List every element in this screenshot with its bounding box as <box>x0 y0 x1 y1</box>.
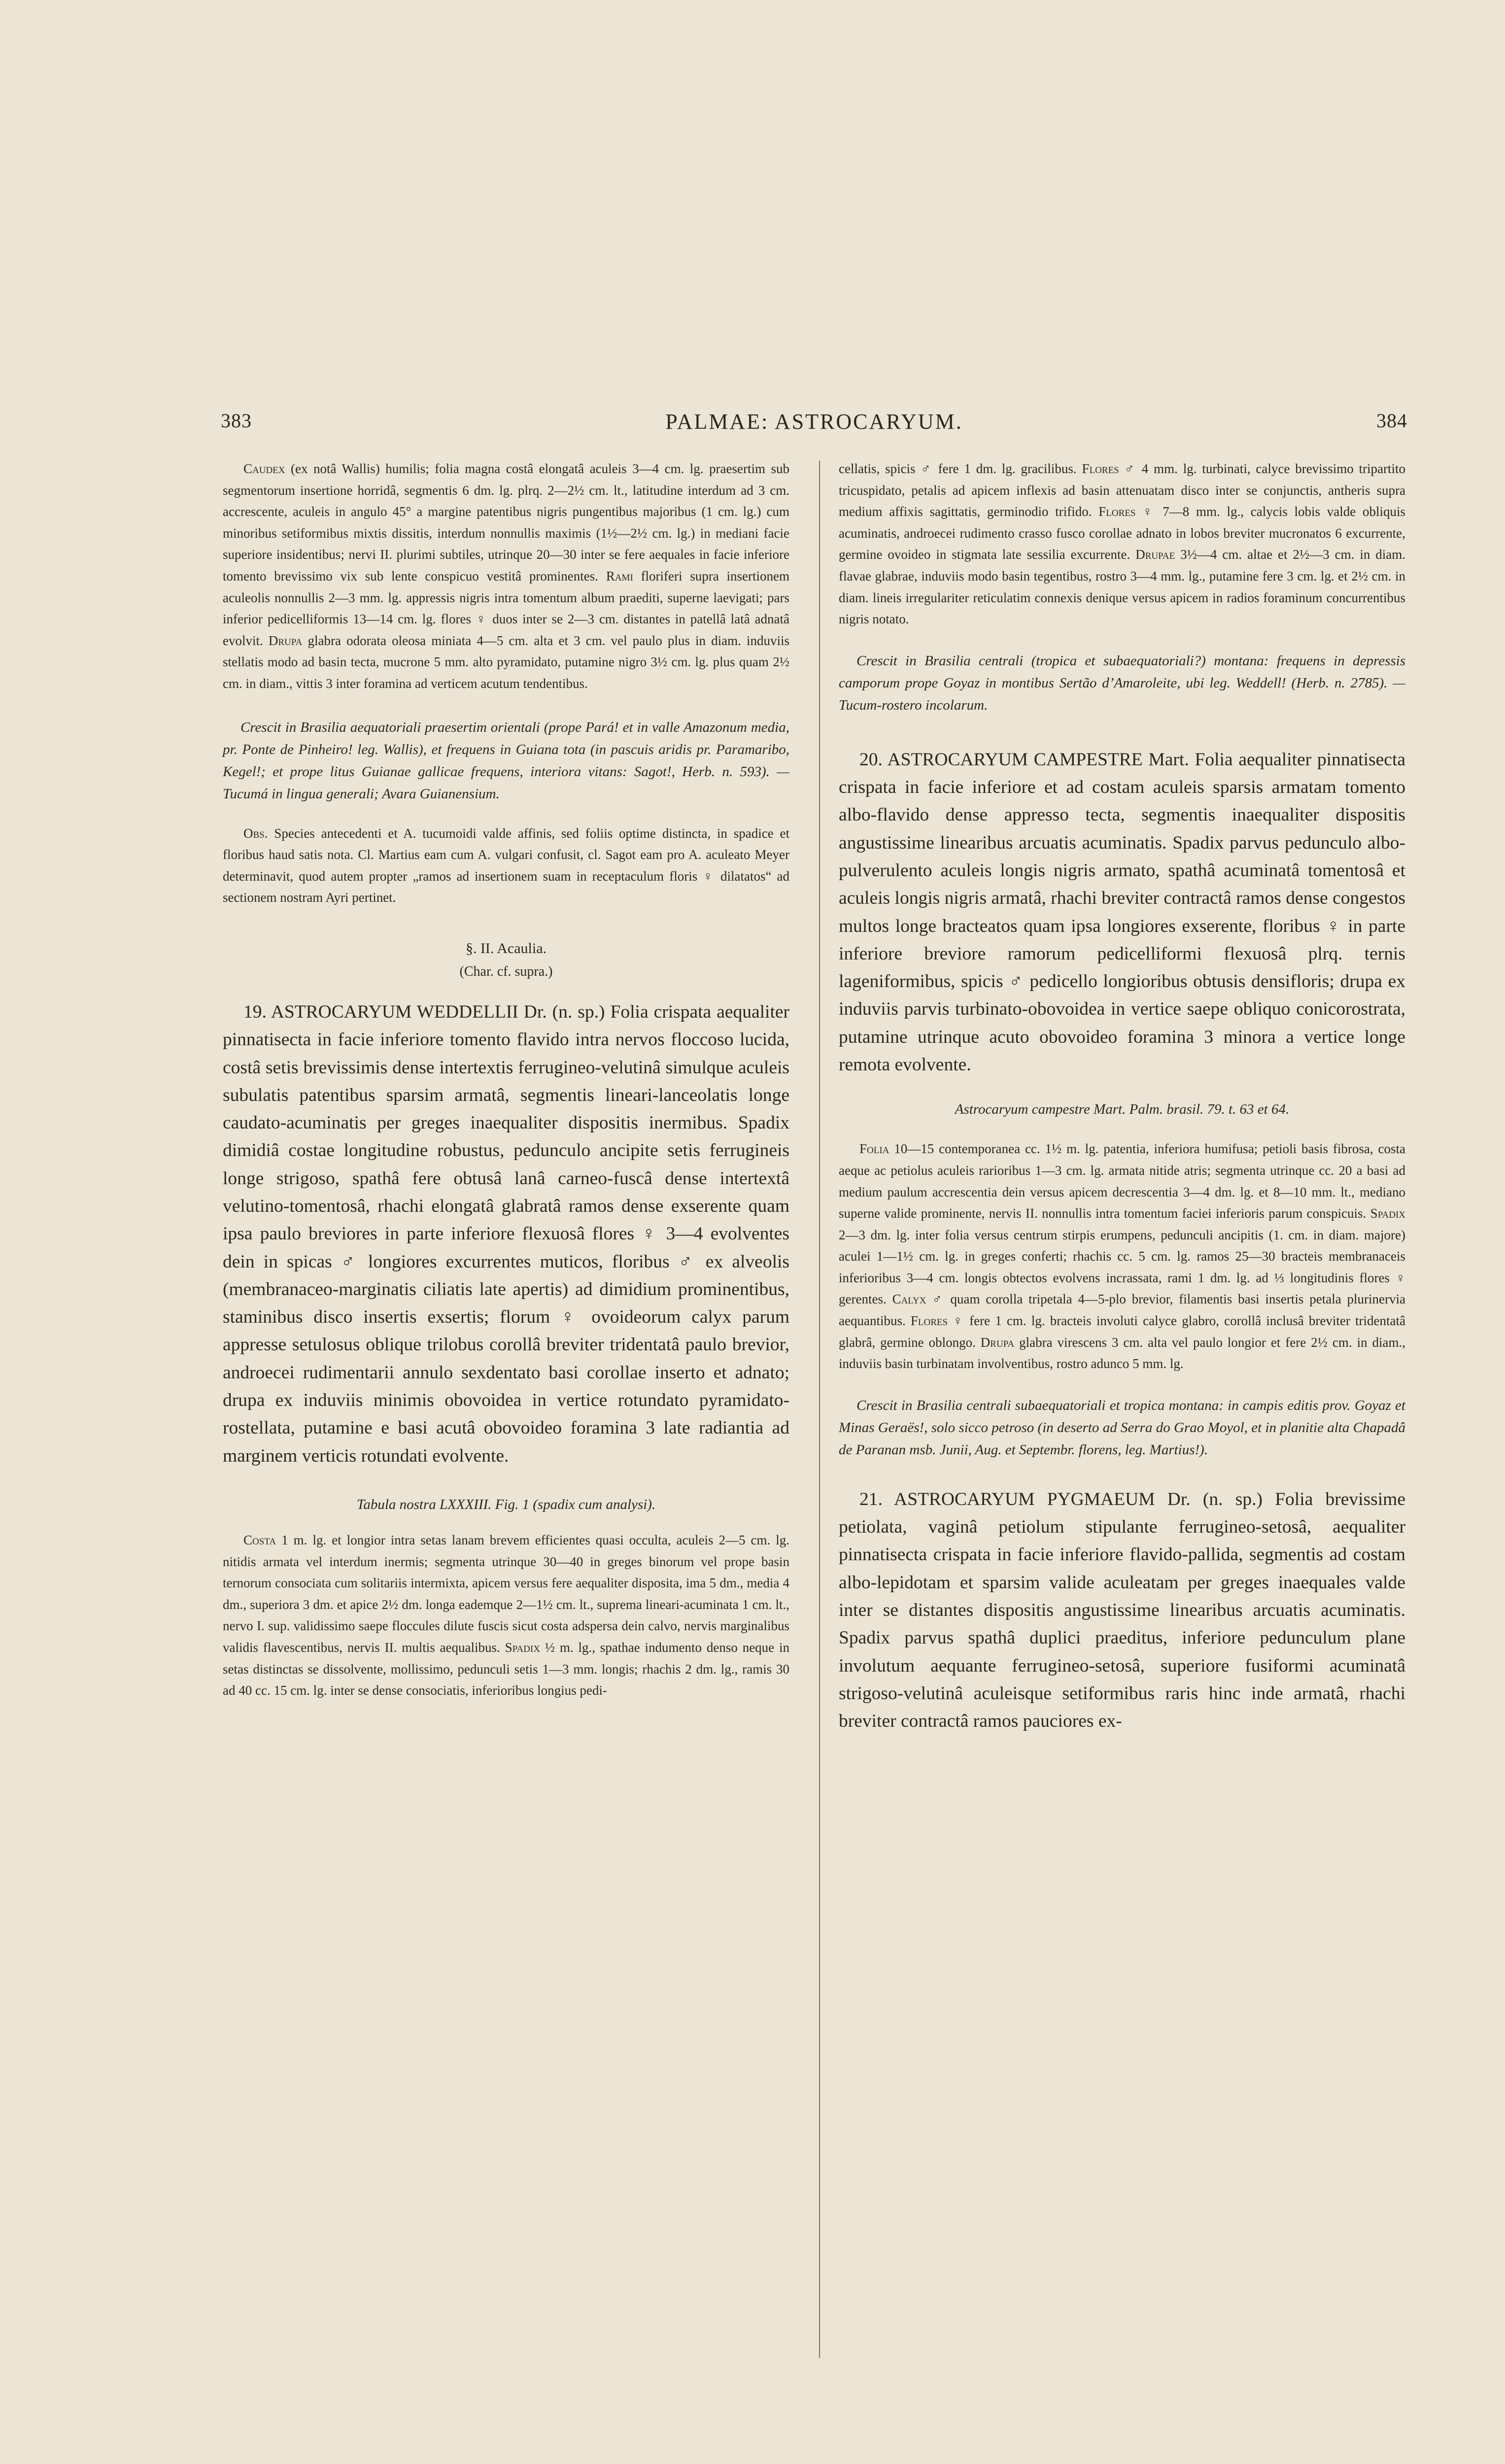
drupa3-text: glabra virescens 3 cm. alta vel paulo longior et fere 2½ cm. in diam., induviis basin turbinatam involventibus, rostro adunco 5 mm. lg. <box>839 1335 1406 1371</box>
running-title: PALMAE: ASTROCARYUM. <box>665 410 963 434</box>
flores3-text: fere 1 cm. lg. bracteis involuti calyce glabro, corollâ inclusâ breviter tridentatâ glabrâ, germine oblongo. <box>839 1313 1406 1350</box>
costa-text: 1 m. lg. et longior intra setas lanam brevem efficientes quasi occulta, aculeis 2—5 cm. lg. nitidis armata vel interdum inermis; segmenta utrinque 30—40 in greges binorum vel prope basin ternorum consociata cum solitariis intermixta, apicem versus fere aequaliter disposita, ima 5 dm., media 4 dm., superiora 3 dm. et apice 2½ dm. longa eademque 2—1½ cm. lt., suprema lineari-acuminata 1 cm. lt., nervo I. sup. validissimo saepe floccules dilute fuscis sicut costa adspersa dein calvo, nervis marginalibus validis flavescentibus, nervis II. multis aequalibus. <box>223 1532 789 1655</box>
costa-paragraph <box>223 1530 789 1702</box>
caudex-heading: Caudex <box>243 461 285 476</box>
continuation-paragraph <box>839 458 1405 630</box>
section-char-note: (Char. cf. supra.) <box>459 963 553 979</box>
left-column <box>223 458 789 1702</box>
flores-male-text: 4 mm. lg. turbinati, calyce brevissimo tripartito tricuspidato, petalis ad apicem inflexis ad basin attenuatam disco inter se conjunctis, antheris supra medium affixis sagittatis, germinodio trifido. <box>839 461 1406 519</box>
species-20-reference: Astrocaryum campestre Mart. Palm. brasil. 79. t. 63 et 64. <box>955 1101 1290 1118</box>
habitat-sp20: Crescit in Brasilia centrali subaequatoriali et tropica montana: in campis editis prov. Goyaz et Minas Geraës!, solo sicco petroso (in deserto ad Serra do Grao Moyol, et in planitie alta Chapadâ de Paranan msb. Junii, Aug. et Septembr. florens, leg. Martius!). <box>839 1397 1405 1458</box>
drupae-text: 3½—4 cm. altae et 2½—3 cm. in diam. flavae glabrae, induviis modo basin tegentibus, rostro 3—4 mm. lg., putamine fere 3 cm. lg. et 2½ cm. in diam. lineis irregulariter reticulatim connexis denique versus apicem in radios foraminum concurrentibus nigris notato. <box>839 547 1406 627</box>
obs-text: Species antecedenti et A. tucumoidi valde affinis, sed foliis optime distincta, in spadice et floribus haud satis nota. Cl. Martius eam cum A. vulgari confusit, cl. Sagot eam pro A. aculeato Meyer determinavit, quod autem propter „ramos ad insertionem suam in receptaculum floris ♀ dilatatos“ ad sectionem nostram Ayri pertinet. <box>223 825 789 905</box>
rami-text: floriferi supra insertionem aculeolis nonnullis 2—3 mm. lg. appressis nigris intra tomentum album praediti, superne laevigati; pars inferior pedicelliformis 13—14 cm. lg. flores ♀ duos inter se 2—3 cm. distantes in patellâ latâ adnatâ evolvit. <box>223 568 790 648</box>
flores3-heading: Flores ♀ <box>910 1313 964 1329</box>
species-19-heading: 19. ASTROCARYUM WEDDELLII Dr. (n. sp.) <box>243 1001 605 1022</box>
costa-heading: Costa <box>243 1532 276 1547</box>
spadix-heading: Spadix <box>505 1640 540 1655</box>
drupa-heading: Drupa <box>268 633 303 648</box>
species-20-description <box>839 746 1405 1079</box>
folia-text: 10—15 contemporanea cc. 1½ m. lg. patentia, inferiora humifusa; petioli basis fibrosa, costa aeque ac petiolus aculeis rarioribus 1—3 cm. lg. armata nitide atris; segmenta utrinque cc. 20 a basi ad medium paulum accrescentia dein versus apicem decrescentia 3—4 dm. lg. et 8—10 mm. lt., mediano superne valide prominente, nervis II. nonnullis intra tomentum faciei inferioris parum conspicuis. <box>839 1141 1405 1221</box>
calyx-heading: Calyx <box>892 1292 926 1307</box>
obs-paragraph <box>223 823 789 909</box>
spadix2-heading: Spadix <box>1370 1206 1406 1221</box>
caudex-paragraph <box>223 458 789 695</box>
species-19-text: Folia crispata aequaliter pinnatisecta in facie inferiore tomento flavido intra nervos floccoso lucida, costâ setis brevissimis dense intertextis ferrugineo-velutinâ simulque aculeis subulatis patentibus sparsim armatâ, segmentis lineari-lanceolatis longe caudato-acuminatis per greges inaequaliter dispositis inermibus. <box>223 1001 790 1133</box>
tabula-reference: Tabula nostra LXXXIII. Fig. 1 (spadix cum analysi). <box>356 1496 656 1512</box>
calyx-text: ♂ quam corolla tripetala 4—5-plo brevior, filamentis basi insertis petala plurinervia aequantibus. <box>839 1292 1406 1329</box>
flores-male-heading: Flores ♂ <box>1082 461 1136 476</box>
species-19-text-spadix: Spadix dimidiâ costae longitudine robustus, pedunculo ancipite setis ferrugineis longe strigoso, spathâ fere obtusâ lanâ carneo-fuscâ dense intertextâ velutino-tomentosâ, rhachi elongatâ glabratâ ramos dense exserente quam ipsa paulo breviores in parte inferiore flexuosâ flores ♀ 3—4 evolventes dein in spicas ♂ longiores excurrentes muticos, floribus ♂ ex alveolis (membranaceo-marginatis ciliatis late apertis) ad dimidium prominentibus, staminibus disco insertis exsertis; florum ♀ ovoideorum calyx parum appresse setulosus oblique trilobus corollâ breviter tridentatâ paulo brevior, androecei rudimentarii annulo sexdentato basi corollae inserto et adnato; drupa ex induviis minimis obovoidea in vertice rotundato pyramidato-rostellata, putamine e basi acutâ obovoideo foramina 3 late radiantia ad marginem verticis rotundati evolvente. <box>223 1113 789 1466</box>
page-header <box>221 409 1407 444</box>
section-heading: §. II. Acaulia. <box>465 940 547 957</box>
flores-female-heading: Flores ♀ <box>1098 504 1156 519</box>
page-number-left: 383 <box>221 410 252 432</box>
column-divider <box>819 461 820 2358</box>
drupa3-heading: Drupa <box>980 1335 1015 1350</box>
habitat-sp18: Crescit in Brasilia aequatoriali praesertim orientali (prope Pará! et in valle Amazonum media, pr. Ponte de Pinheiro! leg. Wallis), et frequens in Guiana tota (in pascuis aridis pr. Paramaribo, Kegel!; et prope litus Guianae gallicae frequens, interiora vitans: Sagot!, Herb. n. 593). — Tucumá in lingua generali; Avara Guianensium. <box>223 719 789 802</box>
obs-heading: Obs. <box>243 825 268 841</box>
drupae-heading: Drupae <box>1135 547 1175 562</box>
flores-female-text: 7—8 mm. lg., calycis lobis valde obliquis acuminatis, androecei rudimento crasso fusco corollae adnato in lobos breviter mucronatos 6 excurrente, germine ovoideo in stigmata late sessilia excurrente. <box>839 504 1406 562</box>
rami-heading: Rami <box>606 568 633 583</box>
species-21-heading: 21. ASTROCARYUM PYGMAEUM Dr. (n. sp.) <box>859 1489 1263 1509</box>
caudex-text: (ex notâ Wallis) humilis; folia magna costâ elongatâ aculeis 3—4 cm. lg. praesertim sub segmentorum insertione horridâ, segmentis 6 dm. lg. plrq. 2—2½ cm. lt., latitudine interdum ad 3 cm. accrescente, aculeis in angulo 45° a margine patentibus nigris pungentibus majoribus (1 cm. lg.) cum minoribus setiformibus mixtis dissitis, interdum nonnullis maximis (1½—2½ cm. lg.) in mediani facie superiore insidentibus; nervi II. plurimi subtiles, utrinque 20—30 inter se fere aequales in facie inferiore tomento brevissimo vix sub lente conspicuo vestitâ prominentes. <box>223 461 790 583</box>
species-21-text: Folia brevissime petiolata, vaginâ petiolum stipulante ferrugineo-setosâ, aequaliter pinnatisecta crispata in facie inferiore flavido-pallida, segmentis ad costam albo-lepidotam et sparsim valide aculeatam per greges inaequales valde inter se distantes dispositis angustissime linearibus arcuatis acuminatis. Spadix parvus spathâ duplici praeditus, inferiore pedunculum plane involutum aequante ferrugineo-setosâ, superiore fusiformi acuminatâ strigoso-velutinâ aculeisque setiformibus raris hinc inde armatâ, rhachi breviter contractâ ramos pauciores ex- <box>839 1489 1405 1732</box>
species-21-description <box>839 1486 1405 1736</box>
species-20-heading: 20. ASTROCARYUM CAMPESTRE Mart. <box>859 749 1189 770</box>
species-19-description <box>223 998 789 1470</box>
habitat-sp19: Crescit in Brasilia centrali (tropica et subaequatoriali?) montana: frequens in depressis camporum prope Goyaz in montibus Sertão d’Amaroleite, ubi leg. Weddell! (Herb. n. 2785). — Tucum-rostero incolarum. <box>839 652 1405 713</box>
spadix2-text: 2—3 dm. lg. inter folia versus centrum stirpis erumpens, pedunculi ancipitis (1. cm. in diam. majore) aculei 1—1½ cm. lg. in greges conferti; rhachis cc. 5 cm. lg. ramos 25—30 bracteis membranaceis inferioribus 3—4 cm. longis obtectos evolvens incrassata, rami 1 dm. lg. ad ⅓ longitudinis flores ♀ gerentes. <box>839 1227 1405 1307</box>
drupa-text: glabra odorata oleosa miniata 4—5 cm. alta et 3 cm. vel paulo plus in diam. induviis stellatis modo ad basin tecta, mucrone 5 mm. alto pyramidato, putamine nigro 3½ cm. lg. plus quam 2½ cm. in diam., vittis 3 inter foramina ad verticem acutum tendentibus. <box>223 633 790 691</box>
page-number-right: 384 <box>1376 410 1407 432</box>
species-20-text: Folia aequaliter pinnatisecta crispata in facie inferiore et ad costam aculeis sparsis armatam tomento albo-flavido dense appresso tecta, segmentis inaequaliter dispositis angustissime linearibus arcuatis acuminatis. Spadix parvus pedunculo albo-pulverulento aculeis longis nigris armato, spathâ acuminatâ tomentosâ et aculeis longis nigris armatâ, rhachi breviter contractâ ramos dense congestos multos longe bracteatos quam ipsa longiores exserente, floribus ♀ in parte inferiore breviore ramorum pedicelliformi flexuosâ plrq. ternis lageniformibus, spicis ♂ pedicello longioribus obtusis densifloris; drupa ex induviis parvis turbinato-obovoidea in vertice saepe obliquo conicorostrata, putamine utrinque acuto obovoideo foramina 3 minora a vertice longe remota evolvente. <box>839 749 1406 1075</box>
right-column <box>839 458 1405 1736</box>
continuation-text: cellatis, spicis ♂ fere 1 dm. lg. gracilibus. <box>839 461 1077 476</box>
folia-paragraph <box>839 1138 1405 1375</box>
spadix-text: ½ m. lg., spathae indumento denso neque in setas distinctas se dissolvente, mollissimo, pedunculi setis 1—3 mm. longis; rhachis 2 dm. lg., ramis 30 ad 40 cc. 15 cm. lg. inter se dense consociatis, inferioribus longius pedi- <box>223 1640 789 1698</box>
folia-heading: Folia <box>859 1141 889 1157</box>
